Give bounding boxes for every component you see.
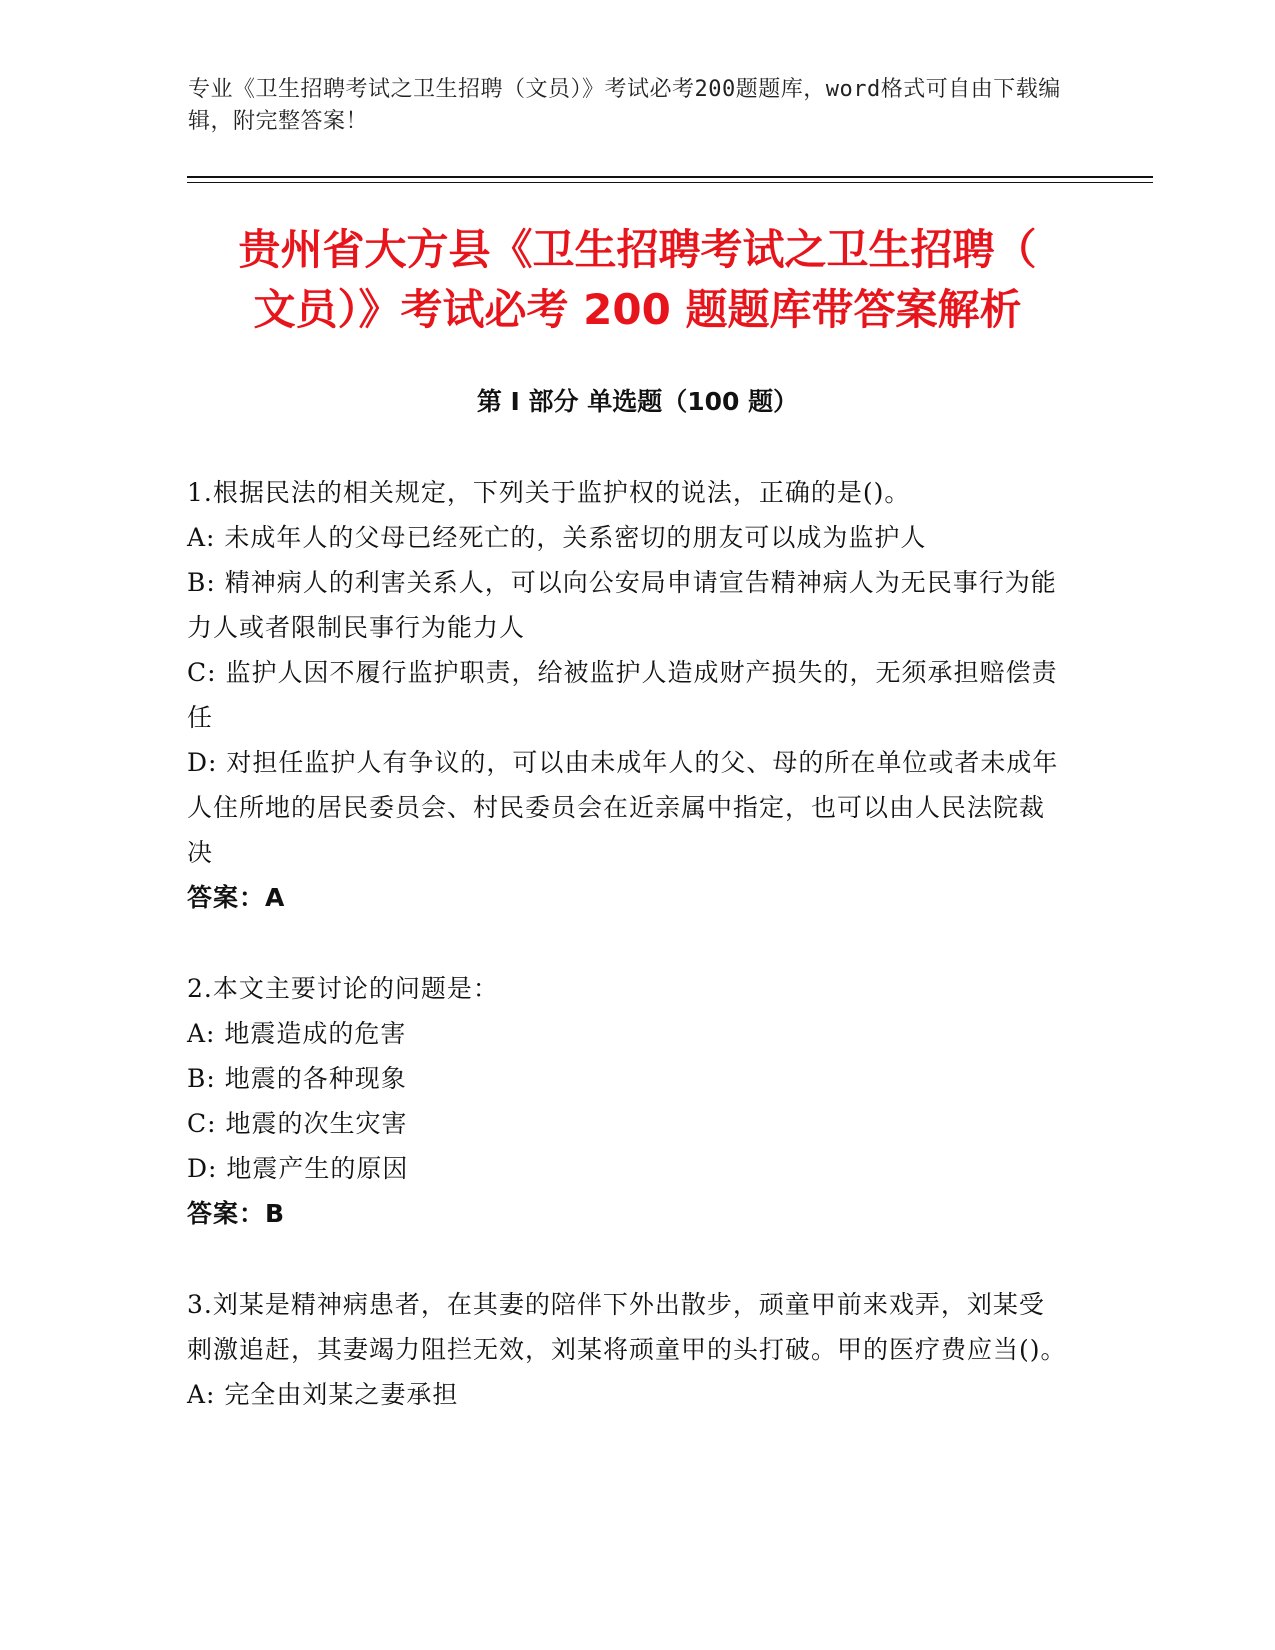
question-1 [187, 470, 1067, 920]
option-d: D: 对担任监护人有争议的，可以由未成年人的父、母的所在单位或者未成年人住所地的居民委员会、村民委员会在近亲属中指定，也可以由人民法院裁决 [187, 748, 1059, 867]
answer-label: 答案：B [187, 1199, 286, 1228]
option-a: A: 完全由刘某之妻承担 [187, 1380, 459, 1409]
option-a: A: 地震造成的危害 [187, 1019, 407, 1048]
option-d: D: 地震产生的原因 [187, 1154, 409, 1183]
header-rule-thin [187, 182, 1153, 183]
document-title-line-1: 贵州省大方县《卫生招聘考试之卫生招聘（ [238, 225, 1037, 274]
header-rule [187, 176, 1153, 178]
question-2 [187, 966, 1067, 1236]
question-stem: 1.根据民法的相关规定，下列关于监护权的说法，正确的是()。 [187, 478, 911, 507]
header-note: 专业《卫生招聘考试之卫生招聘（文员）》考试必考200题题库，word格式可自由下载编辑，附完整答案！ [188, 77, 1061, 134]
document-title-line-2: 文员）》考试必考 200 题题库带答案解析 [253, 285, 1022, 334]
option-b: B: 地震的各种现象 [187, 1064, 407, 1093]
section-title: 第 I 部分 单选题（100 题） [476, 387, 799, 416]
document-title [150, 220, 1125, 340]
answer-label: 答案：A [187, 883, 286, 912]
option-c: C: 地震的次生灾害 [187, 1109, 408, 1138]
question-stem: 3.刘某是精神病患者，在其妻的陪伴下外出散步，顽童甲前来戏弄，刘某受刺激追赶，其妻竭力阻拦无效，刘某将顽童甲的头打破。甲的医疗费应当()。 [187, 1290, 1067, 1364]
option-c: C: 监护人因不履行监护职责，给被监护人造成财产损失的，无须承担赔偿责任 [187, 658, 1058, 732]
question-list [187, 470, 1067, 1463]
question-3 [187, 1282, 1067, 1417]
option-a: A: 未成年人的父母已经死亡的，关系密切的朋友可以成为监护人 [187, 523, 927, 552]
option-b: B: 精神病人的利害关系人，可以向公安局申请宣告精神病人为无民事行为能力人或者限制民事行为能力人 [187, 568, 1057, 642]
question-stem: 2.本文主要讨论的问题是： [187, 974, 499, 1003]
